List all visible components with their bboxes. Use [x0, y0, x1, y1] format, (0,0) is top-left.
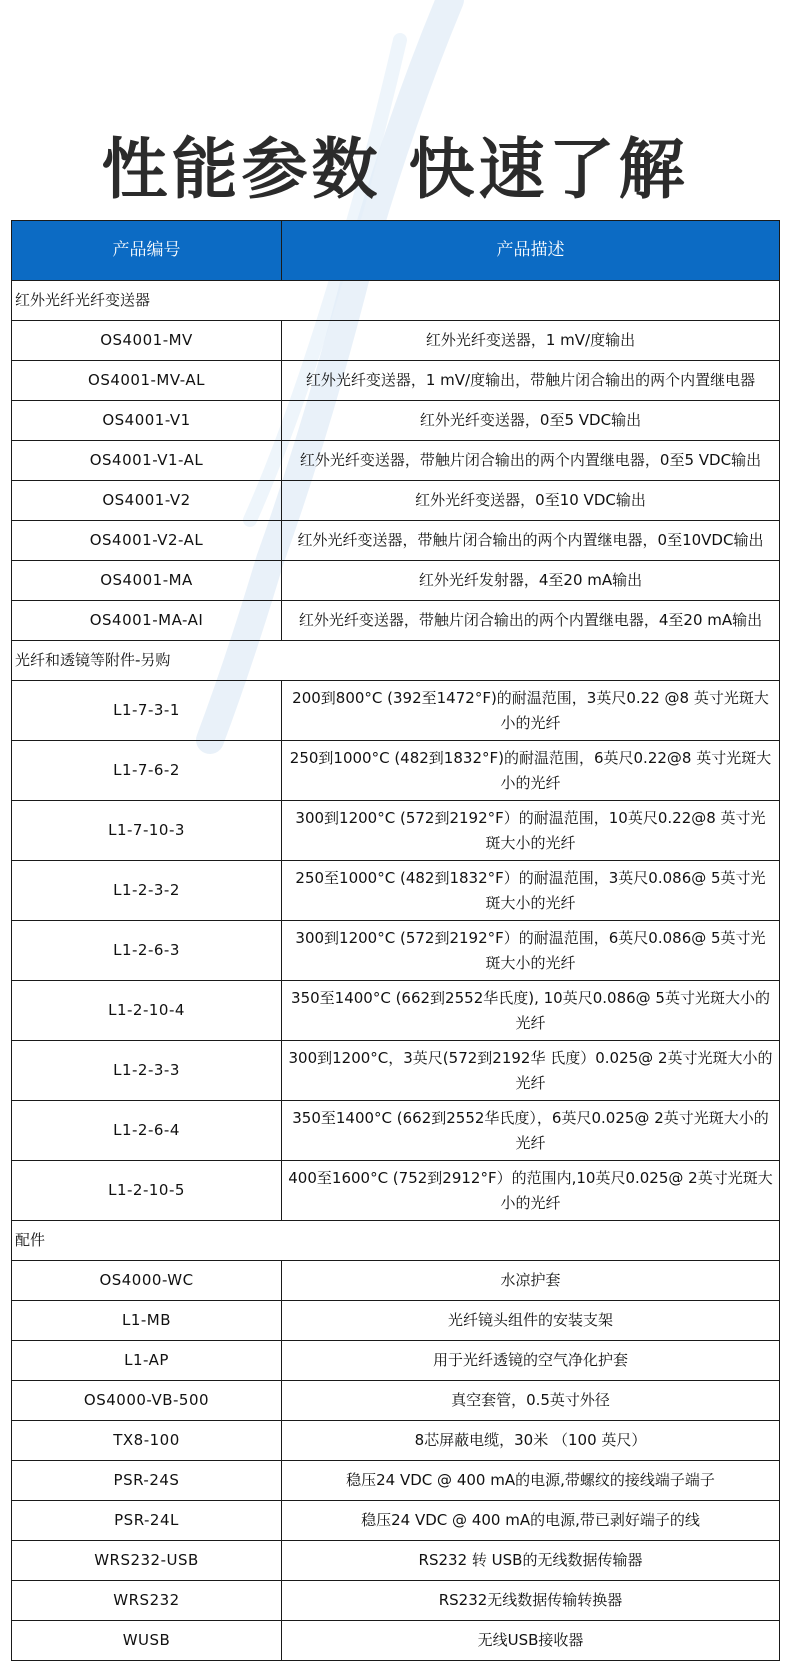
- model-cell: L1-2-6-4: [12, 1101, 282, 1161]
- description-cell: 红外光纤发射器，4至20 mA输出: [282, 561, 780, 601]
- table-row: [12, 1381, 780, 1421]
- table-body: [12, 281, 780, 1661]
- page-title: 性能参数 快速了解: [101, 131, 689, 208]
- model-cell: OS4001-V1: [12, 401, 282, 441]
- description-cell: 稳压24 VDC @ 400 mA的电源,带螺纹的接线端子端子: [282, 1461, 780, 1501]
- table-row: [12, 1421, 780, 1461]
- description-cell: 8芯屏蔽电缆，30米 （100 英尺）: [282, 1421, 780, 1461]
- section-row: [12, 1221, 780, 1261]
- model-cell: L1-AP: [12, 1341, 282, 1381]
- description-cell: 红外光纤变送器，带触片闭合输出的两个内置继电器，4至20 mA输出: [282, 601, 780, 641]
- table-row: [12, 1621, 780, 1661]
- table-row: [12, 1101, 780, 1161]
- description-cell: 稳压24 VDC @ 400 mA的电源,带已剥好端子的线: [282, 1501, 780, 1541]
- table-row: [12, 1541, 780, 1581]
- description-cell: 400至1600°C (752到2912°F）的范围内,10英尺0.025@ 2英寸光斑大小的光纤: [282, 1161, 780, 1221]
- model-cell: OS4000-VB-500: [12, 1381, 282, 1421]
- header-model: 产品编号: [12, 221, 282, 281]
- description-cell: 350至1400°C (662到2552华氏度），6英尺0.025@ 2英寸光斑大小的光纤: [282, 1101, 780, 1161]
- table-row: [12, 401, 780, 441]
- model-cell: WRS232-USB: [12, 1541, 282, 1581]
- model-cell: L1-7-6-2: [12, 741, 282, 801]
- description-cell: 红外光纤变送器，0至5 VDC输出: [282, 401, 780, 441]
- description-cell: 红外光纤变送器，带触片闭合输出的两个内置继电器，0至10VDC输出: [282, 521, 780, 561]
- description-cell: 200到800°C (392至1472°F)的耐温范围，3英尺0.22 @8 英寸光斑大小的光纤: [282, 681, 780, 741]
- model-cell: L1-7-3-1: [12, 681, 282, 741]
- model-cell: L1-MB: [12, 1301, 282, 1341]
- model-cell: OS4001-MV-AL: [12, 361, 282, 401]
- description-cell: 350至1400°C (662到2552华氏度), 10英尺0.086@ 5英寸光斑大小的光纤: [282, 981, 780, 1041]
- table-row: [12, 741, 780, 801]
- table-row: [12, 1341, 780, 1381]
- model-cell: WRS232: [12, 1581, 282, 1621]
- description-cell: RS232无线数据传输转换器: [282, 1581, 780, 1621]
- model-cell: PSR-24S: [12, 1461, 282, 1501]
- table-row: [12, 321, 780, 361]
- table-row: [12, 1301, 780, 1341]
- description-cell: 300到1200°C (572到2192°F）的耐温范围，10英尺0.22@8 英寸光斑大小的光纤: [282, 801, 780, 861]
- model-cell: OS4001-V2: [12, 481, 282, 521]
- table-row: [12, 1461, 780, 1501]
- model-cell: L1-7-10-3: [12, 801, 282, 861]
- model-cell: OS4001-MV: [12, 321, 282, 361]
- table-row: [12, 981, 780, 1041]
- table-row: [12, 361, 780, 401]
- description-cell: 光纤镜头组件的安装支架: [282, 1301, 780, 1341]
- description-cell: 无线USB接收器: [282, 1621, 780, 1661]
- model-cell: L1-2-3-2: [12, 861, 282, 921]
- description-cell: RS232 转 USB的无线数据传输器: [282, 1541, 780, 1581]
- description-cell: 红外光纤变送器，1 mV/度输出: [282, 321, 780, 361]
- table-row: [12, 1261, 780, 1301]
- description-cell: 红外光纤变送器，0至10 VDC输出: [282, 481, 780, 521]
- table-row: [12, 1501, 780, 1541]
- description-cell: 红外光纤变送器，1 mV/度输出，带触片闭合输出的两个内置继电器: [282, 361, 780, 401]
- table-row: [12, 921, 780, 981]
- spec-table: [11, 220, 780, 1661]
- table-row: [12, 801, 780, 861]
- model-cell: TX8-100: [12, 1421, 282, 1461]
- section-title: 配件: [12, 1221, 780, 1261]
- model-cell: PSR-24L: [12, 1501, 282, 1541]
- model-cell: OS4000-WC: [12, 1261, 282, 1301]
- description-cell: 真空套管，0.5英寸外径: [282, 1381, 780, 1421]
- table-row: [12, 521, 780, 561]
- description-cell: 250到1000°C (482到1832°F)的耐温范围，6英尺0.22@8 英寸光斑大小的光纤: [282, 741, 780, 801]
- section-row: [12, 281, 780, 321]
- table-header-row: [12, 221, 780, 281]
- table-row: [12, 601, 780, 641]
- description-cell: 水凉护套: [282, 1261, 780, 1301]
- table-row: [12, 861, 780, 921]
- table-row: [12, 1161, 780, 1221]
- model-cell: L1-2-6-3: [12, 921, 282, 981]
- table-row: [12, 561, 780, 601]
- description-cell: 250至1000°C (482到1832°F）的耐温范围，3英尺0.086@ 5英寸光斑大小的光纤: [282, 861, 780, 921]
- model-cell: OS4001-MA: [12, 561, 282, 601]
- description-cell: 300到1200°C (572到2192°F）的耐温范围，6英尺0.086@ 5英寸光斑大小的光纤: [282, 921, 780, 981]
- model-cell: OS4001-V2-AL: [12, 521, 282, 561]
- section-title: 红外光纤光纤变送器: [12, 281, 780, 321]
- section-title: 光纤和透镜等附件-另购: [12, 641, 780, 681]
- table-row: [12, 681, 780, 741]
- header-description: 产品描述: [282, 221, 780, 281]
- model-cell: WUSB: [12, 1621, 282, 1661]
- model-cell: OS4001-MA-AI: [12, 601, 282, 641]
- table-row: [12, 481, 780, 521]
- model-cell: OS4001-V1-AL: [12, 441, 282, 481]
- model-cell: L1-2-10-5: [12, 1161, 282, 1221]
- section-row: [12, 641, 780, 681]
- table-row: [12, 1041, 780, 1101]
- description-cell: 用于光纤透镜的空气净化护套: [282, 1341, 780, 1381]
- description-cell: 300到1200°C，3英尺(572到2192华 氏度）0.025@ 2英寸光斑大小的光纤: [282, 1041, 780, 1101]
- table-row: [12, 441, 780, 481]
- model-cell: L1-2-10-4: [12, 981, 282, 1041]
- description-cell: 红外光纤变送器，带触片闭合输出的两个内置继电器，0至5 VDC输出: [282, 441, 780, 481]
- table-row: [12, 1581, 780, 1621]
- model-cell: L1-2-3-3: [12, 1041, 282, 1101]
